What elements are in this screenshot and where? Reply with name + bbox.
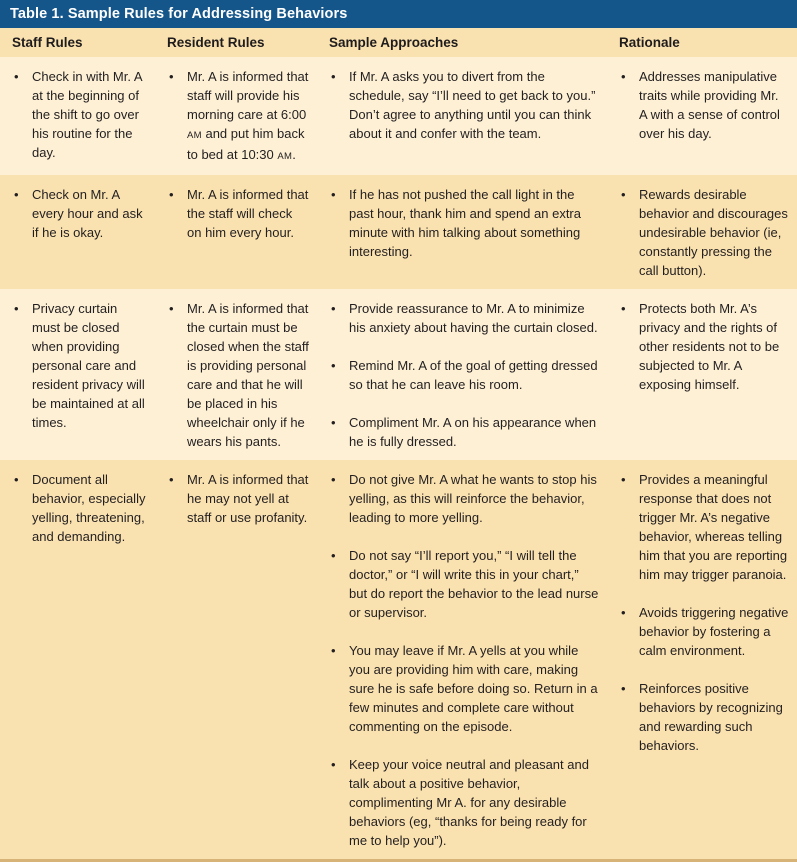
bullet-item: • Mr. A is informed that the curtain must be closed when the staff is providing personal care and that he will be placed in his wheelchair only if he wears his pants. <box>167 299 309 451</box>
table-row-4 <box>0 460 797 859</box>
bullet-item: • Compliment Mr. A on his appearance when he is fully dressed. <box>329 413 599 451</box>
cell-sample-approaches-row-1 <box>317 57 607 175</box>
bullet-item: • Mr. A is informed that he may not yell at staff or use profanity. <box>167 470 309 527</box>
table-row-1 <box>0 57 797 175</box>
bullet-item: • Do not say “I’ll report you,” “I will tell the doctor,” or “I will write this in your chart,” but do report the behavior to the lead nurse or supervisor. <box>329 546 599 622</box>
table-row-2 <box>0 175 797 289</box>
bullet-item: • Remind Mr. A of the goal of getting dressed so that he can leave his room. <box>329 356 599 394</box>
column-header-staff-rules: Staff Rules <box>12 35 83 50</box>
cell-resident-rules-row-4 <box>155 460 317 859</box>
column-header-resident-rules: Resident Rules <box>167 35 265 50</box>
cell-sample-approaches-row-2 <box>317 175 607 289</box>
cell-sample-approaches-row-4 <box>317 460 607 859</box>
cell-staff-rules-row-3 <box>0 289 155 460</box>
bullet-item: • Check in with Mr. A at the beginning of the shift to go over his routine for the day. <box>12 67 147 162</box>
column-header-sample-approaches: Sample Approaches <box>329 35 459 50</box>
cell-rationale-row-1 <box>607 57 797 175</box>
bullet-item: • If he has not pushed the call light in the past hour, thank him and spend an extra minute with him talking about something interesting. <box>329 185 599 261</box>
bullet-item: • Check on Mr. A every hour and ask if he is okay. <box>12 185 147 242</box>
cell-staff-rules-row-2 <box>0 175 155 289</box>
table-body <box>0 57 797 859</box>
bullet-item: • Avoids triggering negative behavior by fostering a calm environment. <box>619 603 789 660</box>
cell-resident-rules-row-3 <box>155 289 317 460</box>
cell-resident-rules-row-1 <box>155 57 317 175</box>
bullet-item: • If Mr. A asks you to divert from the schedule, say “I’ll need to get back to you.” Don’t agree to anything until you can think about it and confer with the team. <box>329 67 599 143</box>
table-title: Table 1. Sample Rules for Addressing Behaviors <box>10 6 348 22</box>
bullet-item: • Provide reassurance to Mr. A to minimize his anxiety about having the curtain closed. <box>329 299 599 337</box>
cell-rationale-row-2 <box>607 175 797 289</box>
bullet-item: • Mr. A is informed that staff will provide his morning care at 6:00 AM and put him back to bed at 10:30 AM. <box>167 67 309 166</box>
cell-rationale-row-4 <box>607 460 797 859</box>
cell-staff-rules-row-1 <box>0 57 155 175</box>
bullet-item: • Document all behavior, especially yelling, threatening, and demanding. <box>12 470 147 546</box>
table-title-bar <box>0 0 797 28</box>
bullet-item: • Reinforces positive behaviors by recognizing and rewarding such behaviors. <box>619 679 789 755</box>
bullet-item: • Provides a meaningful response that does not trigger Mr. A’s negative behavior, whereas telling him that you are reporting him may trigger paranoia. <box>619 470 789 584</box>
column-header-rationale: Rationale <box>619 35 680 50</box>
bullet-item: • Addresses manipulative traits while providing Mr. A with a sense of control over his day. <box>619 67 789 143</box>
bullet-item: • Do not give Mr. A what he wants to stop his yelling, as this will reinforce the behavior, leading to more yelling. <box>329 470 599 527</box>
cell-sample-approaches-row-3 <box>317 289 607 460</box>
table-row-3 <box>0 289 797 460</box>
bullet-item: • Mr. A is informed that the staff will check on him every hour. <box>167 185 309 242</box>
cell-staff-rules-row-4 <box>0 460 155 859</box>
bullet-item: • Privacy curtain must be closed when providing personal care and resident privacy will be maintained at all times. <box>12 299 147 432</box>
bullet-item: • You may leave if Mr. A yells at you while you are providing him with care, making sure he is safe before doing so. Return in a few minutes and complete care without commenting on the episode. <box>329 641 599 736</box>
cell-rationale-row-3 <box>607 289 797 460</box>
cell-resident-rules-row-2 <box>155 175 317 289</box>
bullet-item: • Rewards desirable behavior and discourages undesirable behavior (ie, constantly pressing the call button). <box>619 185 789 280</box>
bullet-item: • Keep your voice neutral and pleasant and talk about a positive behavior, complimenting Mr A. for any desirable behaviors (eg, “thanks for being ready for me to help you”). <box>329 755 599 850</box>
bullet-item: • Protects both Mr. A’s privacy and the rights of other residents not to be subjected to Mr. A exposing himself. <box>619 299 789 394</box>
table-header-row <box>0 28 797 57</box>
